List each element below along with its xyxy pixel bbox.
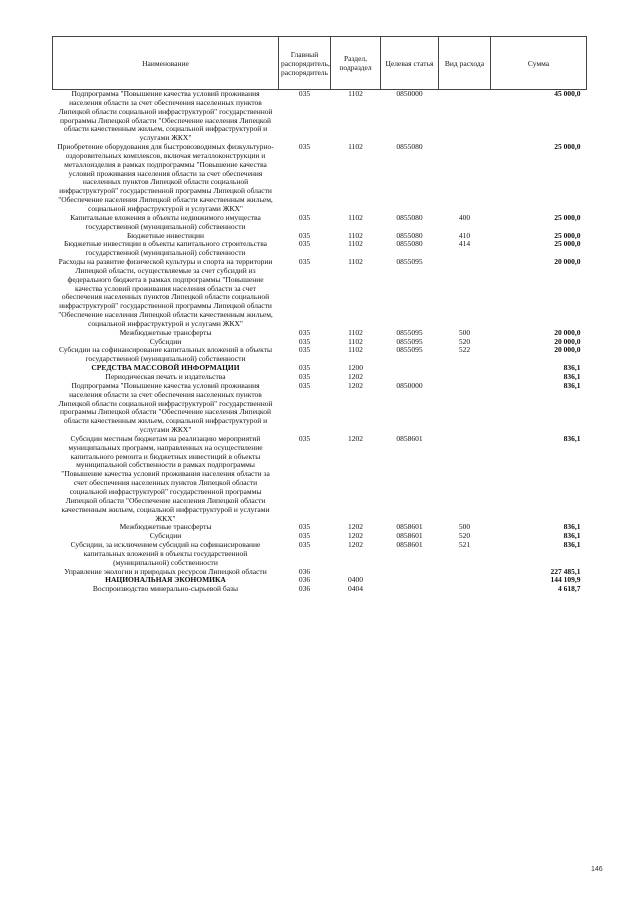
main-manager-cell: 035 — [298, 345, 311, 355]
table-row — [53, 346, 587, 364]
expense-type-cell — [439, 373, 491, 382]
table-row — [53, 382, 587, 435]
row-name-cell: СРЕДСТВА МАССОВОЙ ИНФОРМАЦИИ — [91, 363, 240, 373]
sum-cell: 836,1 — [563, 522, 581, 532]
target-article-cell: 0855095 — [396, 327, 423, 337]
sum-cell: 45 000,0 — [554, 89, 581, 98]
main-manager-cell: 035 — [298, 380, 311, 390]
main-manager-cell: 035 — [298, 230, 311, 240]
sum-cell: 20 000,0 — [554, 336, 581, 346]
header-main-manager: Главный распорядитель, распорядитель — [279, 37, 331, 90]
sum-cell: 836,1 — [563, 363, 581, 373]
row-name-cell: НАЦИОНАЛЬНАЯ ЭКОНОМИКА — [105, 575, 226, 585]
expense-type-cell: 500 — [458, 327, 471, 337]
row-name-cell: Управление экологии и природных ресурсов Липецкой области — [64, 566, 267, 576]
expense-type-cell — [439, 585, 491, 594]
row-name-cell: Периодическая печать и издательства — [105, 372, 226, 381]
main-manager-cell: 035 — [298, 336, 311, 346]
section-cell: 1102 — [348, 212, 363, 222]
header-section: Раздел, подраздел — [331, 37, 381, 90]
sum-cell: 20 000,0 — [554, 327, 581, 337]
target-article-cell: 0855080 — [396, 230, 423, 240]
sum-cell: 836,1 — [563, 433, 581, 443]
section-cell: 1202 — [348, 433, 363, 443]
expense-type-cell: 521 — [458, 540, 471, 550]
sum-cell: 836,1 — [563, 380, 581, 390]
header-sum: Сумма — [491, 37, 587, 90]
target-article-cell: 0858601 — [396, 531, 423, 541]
sum-cell: 836,1 — [563, 531, 581, 541]
section-cell: 1102 — [348, 327, 363, 337]
expense-type-cell — [439, 143, 491, 214]
expense-type-cell: 400 — [458, 212, 471, 222]
target-article-cell: 0850000 — [396, 380, 423, 390]
target-article-cell: 0855080 — [396, 212, 423, 222]
page-number: 146 — [591, 866, 603, 873]
expense-type-cell — [439, 90, 491, 144]
main-manager-cell: 035 — [298, 372, 311, 381]
sum-cell: 25 000,0 — [554, 230, 581, 240]
sum-cell: 20 000,0 — [554, 257, 581, 267]
main-manager-cell: 035 — [298, 363, 311, 373]
target-article-cell: 0858601 — [396, 540, 423, 550]
sum-cell: 4 618,7 — [558, 584, 581, 594]
main-manager-cell: 035 — [298, 433, 311, 443]
main-manager-cell: 035 — [298, 531, 311, 541]
table-body — [53, 90, 587, 595]
target-article-cell: 0855080 — [396, 142, 423, 152]
main-manager-cell: 036 — [298, 566, 311, 576]
row-name-cell: Приобретение оборудования для быстровозводимых физкультурно-оздоровительных комплексов, включая металлоконструкции и металлоизделия в рамках подпрограммы "Повышение качества условий проживания населения области за счет обеспечения населенных пунктов Липецкой области социальной инфраструктурой" государственной программы Липецкой области "Обеспечение населения Липецкой области качественным жильем, социальной инфраструктурой и услугами ЖКХ" — [57, 142, 274, 213]
table-row — [53, 541, 587, 568]
expense-type-cell — [439, 435, 491, 523]
table-row — [53, 329, 587, 338]
target-article-cell: 0855095 — [396, 336, 423, 346]
target-article-cell — [381, 585, 439, 594]
expense-type-cell — [439, 258, 491, 329]
target-article-cell: 0855095 — [396, 345, 423, 355]
expense-type-cell — [439, 382, 491, 435]
expense-type-cell — [439, 576, 491, 585]
row-name-cell: Капитальные вложения в объекты недвижимого имущества государственной (муниципальной) собственности — [70, 212, 261, 231]
sum-cell: 227 485,1 — [550, 566, 581, 576]
section-cell: 1102 — [348, 89, 363, 98]
expense-type-cell — [439, 364, 491, 373]
section-cell: 1102 — [348, 257, 363, 267]
row-name-cell: Субсидии на софинансирование капитальных вложений в объекты государственной (муниципальной) собственности — [58, 345, 273, 364]
section-cell: 1102 — [348, 336, 363, 346]
target-article-cell: 0858601 — [396, 433, 423, 443]
row-name-cell: Субсидии — [149, 531, 182, 541]
main-manager-cell: 035 — [298, 522, 311, 532]
expense-type-cell: 410 — [458, 230, 471, 240]
target-article-cell — [381, 568, 439, 577]
header-name: Наименование — [53, 37, 279, 90]
main-manager-cell: 035 — [298, 540, 311, 550]
expense-type-cell: 500 — [458, 522, 471, 532]
section-cell: 1202 — [348, 372, 363, 381]
table-row — [53, 240, 587, 258]
section-cell: 1102 — [348, 345, 363, 355]
expense-type-cell: 414 — [458, 239, 471, 249]
section-cell: 1202 — [348, 540, 363, 550]
sum-cell: 836,1 — [563, 540, 581, 550]
row-name-cell: Расходы на развитие физической культуры и спорта на территории Липецкой области, осуществляемые за счет субсидий из федерального бюджета в рамках подпрограммы "Повышение качества условий проживания населения области за счет обеспечения населенных пунктов Липецкой области социальной инфраструктурой" государственной программы Липецкой области "Обеспечение населения Липецкой области качественным жильем, социальной инфраструктурой и услугами ЖКХ" — [58, 257, 273, 328]
table-row — [53, 90, 587, 144]
header-target-article: Целевая статья — [381, 37, 439, 90]
main-manager-cell: 035 — [298, 89, 311, 98]
section-cell: 1202 — [348, 522, 363, 532]
main-manager-cell: 036 — [298, 575, 311, 585]
section-cell: 0404 — [348, 584, 363, 594]
table-header — [53, 37, 587, 90]
row-name-cell: Субсидии местным бюджетам на реализацию мероприятий муниципальных программ, направленных на осуществление капитального ремонта и бюджетных инвестиций в объекты муниципальной собственности в рамках подпрограммы "Повышение качества условий проживания населения области за счет обеспечения населенных пунктов Липецкой области социальной инфраструктурой" государственной программы Липецкой области "Обеспечение населения Липецкой области качественным жильем, социальной инфраструктурой и услугами ЖКХ" — [61, 433, 270, 523]
row-name-cell: Бюджетные инвестиции в объекты капитального строительства государственной (муниципальной) собственности — [64, 239, 267, 258]
main-manager-cell: 036 — [298, 584, 311, 594]
main-manager-cell: 035 — [298, 142, 311, 152]
expense-type-cell — [439, 568, 491, 577]
expense-type-cell: 520 — [458, 531, 471, 541]
target-article-cell: 0858601 — [396, 522, 423, 532]
main-manager-cell: 035 — [298, 257, 311, 267]
target-article-cell: 0855095 — [396, 257, 423, 267]
target-article-cell: 0850000 — [396, 89, 423, 98]
row-name-cell: Бюджетные инвестиции — [127, 230, 204, 240]
row-name-cell: Воспроизводство минерально-сырьевой базы — [92, 584, 239, 594]
section-cell: 0400 — [348, 575, 363, 585]
table-row — [53, 435, 587, 523]
header-expense-type: Вид расхода — [439, 37, 491, 90]
sum-cell: 25 000,0 — [554, 212, 581, 222]
section-cell: 1202 — [348, 531, 363, 541]
target-article-cell: 0855080 — [396, 239, 423, 249]
expense-type-cell: 522 — [458, 345, 471, 355]
table-row — [53, 258, 587, 329]
row-name-cell: Субсидии, за исключением субсидий на софинансирование капитальных вложений в объекты государственной (муниципальной) собственности — [70, 540, 261, 567]
row-name-cell: Субсидии — [149, 336, 182, 346]
document-page — [52, 36, 586, 594]
table-row — [53, 585, 587, 594]
main-manager-cell: 035 — [298, 327, 311, 337]
section-cell: 1200 — [348, 363, 363, 373]
main-manager-cell: 035 — [298, 212, 311, 222]
row-name-cell: Подпрограмма "Повышение качества условий проживания населения области за счет обеспечения населенных пунктов Липецкой области социальной инфраструктурой" государственной программы Липецкой области "Обеспечение населения Липецкой области качественным жильем, социальной инфраструктурой и услугами ЖКХ" — [58, 380, 273, 435]
section-cell: 1102 — [348, 239, 363, 249]
expense-type-cell: 520 — [458, 336, 471, 346]
sum-cell: 25 000,0 — [554, 142, 581, 152]
target-article-cell — [381, 364, 439, 373]
row-name-cell: Межбюджетные трансферты — [119, 522, 212, 532]
table-row — [53, 143, 587, 214]
section-cell: 1202 — [348, 380, 363, 390]
target-article-cell — [381, 576, 439, 585]
budget-table — [52, 36, 587, 594]
row-name-cell: Межбюджетные трансферты — [119, 327, 212, 337]
section-cell: 1102 — [348, 230, 363, 240]
main-manager-cell: 035 — [298, 239, 311, 249]
sum-cell: 144 109,9 — [550, 575, 581, 585]
table-row — [53, 523, 587, 532]
sum-cell: 836,1 — [563, 372, 581, 381]
table-row — [53, 214, 587, 232]
row-name-cell: Подпрограмма "Повышение качества условий проживания населения области за счет обеспечения населенных пунктов Липецкой области социальной инфраструктурой" государственной программы Липецкой области "Обеспечение населения Липецкой области качественным жильем, социальной инфраструктурой и услугами ЖКХ" — [58, 89, 273, 143]
section-cell: 1102 — [348, 142, 363, 152]
sum-cell: 20 000,0 — [554, 345, 581, 355]
sum-cell: 25 000,0 — [554, 239, 581, 249]
